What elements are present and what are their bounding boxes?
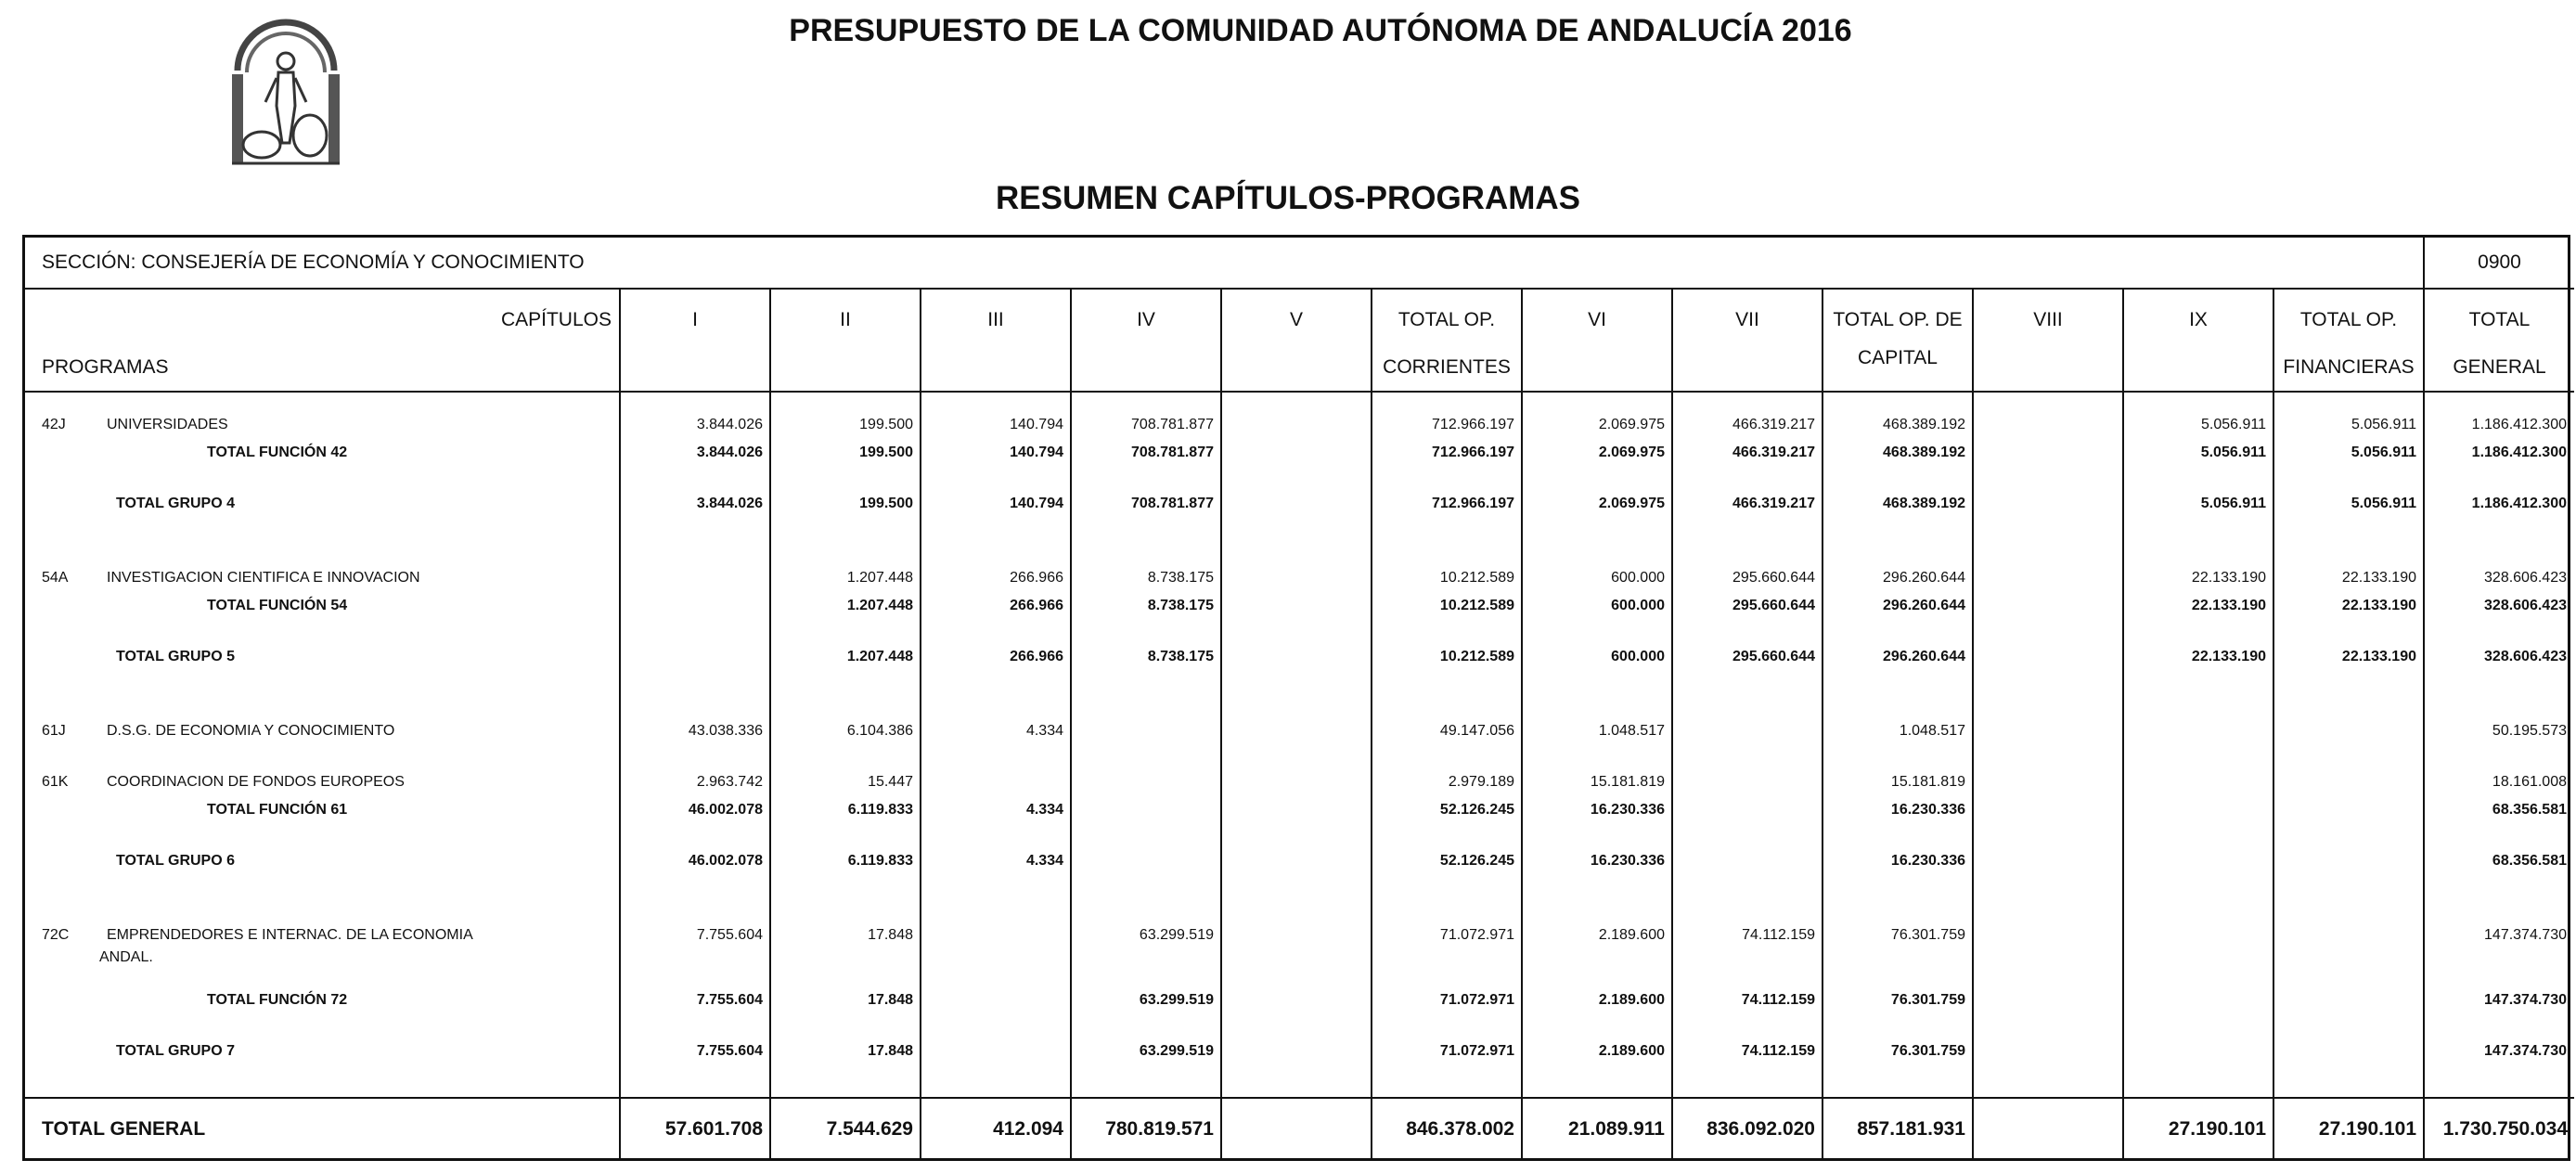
- row-label: TOTAL FUNCIÓN 72: [207, 992, 348, 1008]
- value-cell: 4.334: [1025, 802, 1063, 818]
- value-cell: 2.189.600: [1598, 927, 1665, 943]
- value-cell: 46.002.078: [688, 853, 763, 869]
- header-col-i: I: [620, 289, 770, 392]
- column-header-row: [25, 289, 2574, 392]
- budget-table: [22, 235, 2570, 1161]
- value-cell: 295.660.644: [1732, 649, 1815, 664]
- value-cell: 71.072.971: [1439, 1043, 1514, 1059]
- value-cell: 3.844.026: [696, 496, 763, 511]
- value-cell: 5.056.911: [2351, 496, 2416, 511]
- program-row: [25, 417, 2568, 443]
- header-col-iii: III: [921, 289, 1071, 392]
- value-cell: 68.356.581: [2492, 853, 2567, 869]
- value-cell: 266.966: [1010, 570, 1063, 586]
- value-cell: 16.230.336: [1590, 802, 1665, 818]
- value-cell: 1.186.412.300: [2471, 496, 2567, 511]
- row-label: TOTAL GRUPO 7: [116, 1043, 236, 1059]
- value-cell: 147.374.730: [2484, 1043, 2567, 1059]
- value-cell: 17.848: [868, 1043, 913, 1059]
- header-programas: PROGRAMAS: [42, 356, 169, 378]
- total-cell: 1.730.750.034: [2424, 1098, 2574, 1160]
- value-cell: 5.056.911: [2201, 417, 2266, 432]
- value-cell: 7.755.604: [696, 927, 763, 943]
- value-cell: 74.112.159: [1742, 927, 1815, 943]
- row-label: EMPRENDEDORES E INTERNAC. DE LA ECONOMIA: [107, 927, 473, 943]
- value-cell: 468.389.192: [1883, 445, 1965, 460]
- value-cell: 74.112.159: [1741, 992, 1815, 1008]
- value-cell: 199.500: [859, 417, 913, 432]
- value-cell: 22.133.190: [2191, 570, 2266, 586]
- value-cell: 22.133.190: [2191, 649, 2266, 664]
- group-total-row: [25, 496, 2568, 522]
- value-cell: 63.299.519: [1139, 927, 1214, 943]
- row-label: TOTAL GRUPO 5: [116, 649, 236, 664]
- value-cell: 22.133.190: [2191, 598, 2266, 613]
- value-cell: 266.966: [1010, 649, 1063, 664]
- program-code: 61K: [42, 774, 69, 790]
- header-col-ix: IX: [2123, 289, 2273, 392]
- value-cell: 5.056.911: [2351, 417, 2416, 432]
- group-total-row: [25, 1043, 2568, 1069]
- value-cell: 5.056.911: [2200, 445, 2266, 460]
- value-cell: 328.606.423: [2484, 598, 2567, 613]
- value-cell: 71.072.971: [1439, 992, 1514, 1008]
- header-col-vii: VII: [1672, 289, 1823, 392]
- value-cell: 18.161.008: [2492, 774, 2567, 790]
- value-cell: 15.447: [868, 774, 913, 790]
- value-cell: 17.848: [868, 927, 913, 943]
- value-cell: 1.207.448: [846, 598, 913, 613]
- value-cell: 2.189.600: [1598, 992, 1665, 1008]
- value-cell: 5.056.911: [2351, 445, 2416, 460]
- value-cell: 266.966: [1010, 598, 1063, 613]
- program-row: [25, 723, 2568, 749]
- value-cell: 8.738.175: [1147, 570, 1214, 586]
- value-cell: 140.794: [1010, 417, 1063, 432]
- value-cell: 71.072.971: [1439, 927, 1514, 943]
- value-cell: 17.848: [868, 992, 913, 1008]
- total-cell: 836.092.020: [1672, 1098, 1823, 1160]
- value-cell: 76.301.759: [1890, 927, 1965, 943]
- value-cell: 6.119.833: [847, 853, 913, 869]
- group-total-row: [25, 649, 2568, 675]
- value-cell: 43.038.336: [688, 723, 763, 739]
- header-programas-capitulos: [25, 289, 620, 392]
- group-total-row: [25, 853, 2568, 879]
- value-cell: 3.844.026: [696, 417, 763, 432]
- program-code: 54A: [42, 570, 69, 586]
- program-row: [25, 927, 2568, 965]
- value-cell: 328.606.423: [2484, 570, 2567, 586]
- value-cell: 466.319.217: [1732, 417, 1815, 432]
- value-cell: 7.755.604: [696, 1043, 763, 1059]
- value-cell: 295.660.644: [1732, 598, 1815, 613]
- row-label: TOTAL FUNCIÓN 61: [207, 802, 348, 818]
- total-cell: 21.089.911: [1522, 1098, 1672, 1160]
- total-cell: 27.190.101: [2273, 1098, 2424, 1160]
- value-cell: 295.660.644: [1732, 570, 1815, 586]
- value-cell: 600.000: [1611, 649, 1665, 664]
- value-cell: 328.606.423: [2484, 649, 2567, 664]
- value-cell: 468.389.192: [1883, 417, 1965, 432]
- value-cell: 600.000: [1611, 570, 1665, 586]
- row-label-continued: ANDAL.: [99, 949, 153, 965]
- row-label: COORDINACION DE FONDOS EUROPEOS: [107, 774, 405, 790]
- total-cell: 857.181.931: [1823, 1098, 1973, 1160]
- value-cell: 600.000: [1611, 598, 1665, 613]
- total-cell: 7.544.629: [770, 1098, 921, 1160]
- value-cell: 147.374.730: [2484, 992, 2567, 1008]
- header-col-viii: VIII: [1973, 289, 2123, 392]
- value-cell: 63.299.519: [1139, 992, 1214, 1008]
- function-total-row: [25, 992, 2568, 1018]
- value-cell: 8.738.175: [1147, 649, 1214, 664]
- section-label: SECCIÓN: CONSEJERÍA DE ECONOMÍA Y CONOCIMIENTO: [25, 238, 2424, 289]
- function-total-row: [25, 598, 2568, 624]
- value-cell: 708.781.877: [1131, 445, 1214, 460]
- header-capitulos: CAPÍTULOS: [500, 309, 612, 330]
- value-cell: 712.966.197: [1432, 417, 1514, 432]
- value-cell: 3.844.026: [696, 445, 763, 460]
- header-total-op-financieras: TOTAL OP. FINANCIERAS: [2273, 289, 2424, 392]
- value-cell: 199.500: [859, 445, 913, 460]
- program-row: [25, 774, 2568, 800]
- value-cell: 6.119.833: [847, 802, 913, 818]
- value-cell: 466.319.217: [1732, 496, 1815, 511]
- value-cell: 16.230.336: [1890, 853, 1965, 869]
- header-total-op-corrientes: TOTAL OP. CORRIENTES: [1372, 289, 1522, 392]
- value-cell: 16.230.336: [1890, 802, 1965, 818]
- total-cell: 412.094: [921, 1098, 1071, 1160]
- program-code: 42J: [42, 417, 66, 432]
- value-cell: 10.212.589: [1439, 649, 1514, 664]
- section-row: [25, 238, 2574, 289]
- value-cell: 466.319.217: [1732, 445, 1815, 460]
- function-total-row: [25, 445, 2568, 470]
- section-code: 0900: [2424, 238, 2574, 289]
- value-cell: 76.301.759: [1890, 1043, 1965, 1059]
- value-cell: 4.334: [1025, 853, 1063, 869]
- value-cell: 16.230.336: [1590, 853, 1665, 869]
- value-cell: 49.147.056: [1439, 723, 1514, 739]
- value-cell: 63.299.519: [1139, 1043, 1214, 1059]
- value-cell: 140.794: [1010, 496, 1063, 511]
- total-cell: 27.190.101: [2123, 1098, 2273, 1160]
- row-label: TOTAL GRUPO 4: [116, 496, 236, 511]
- value-cell: 468.389.192: [1883, 496, 1965, 511]
- value-cell: 15.181.819: [1890, 774, 1965, 790]
- total-general-label: TOTAL GENERAL: [25, 1098, 620, 1160]
- value-cell: 1.186.412.300: [2471, 445, 2567, 460]
- value-cell: 5.056.911: [2200, 496, 2266, 511]
- row-label: INVESTIGACION CIENTIFICA E INNOVACION: [107, 570, 420, 586]
- value-cell: 712.966.197: [1432, 445, 1514, 460]
- value-cell: 52.126.245: [1439, 802, 1514, 818]
- value-cell: 15.181.819: [1590, 774, 1665, 790]
- value-cell: 22.133.190: [2341, 649, 2416, 664]
- value-cell: 2.069.975: [1598, 496, 1665, 511]
- total-cell: 780.819.571: [1071, 1098, 1221, 1160]
- value-cell: 50.195.573: [2492, 723, 2567, 739]
- row-label: TOTAL FUNCIÓN 54: [207, 598, 348, 613]
- value-cell: 8.738.175: [1147, 598, 1214, 613]
- total-general-row: [25, 1098, 2574, 1160]
- value-cell: 76.301.759: [1890, 992, 1965, 1008]
- header-col-vi: VI: [1522, 289, 1672, 392]
- value-cell: 147.374.730: [2484, 927, 2567, 943]
- value-cell: 296.260.644: [1883, 598, 1965, 613]
- value-cell: 2.069.975: [1598, 417, 1665, 432]
- value-cell: 296.260.644: [1883, 649, 1965, 664]
- header-total-general: TOTAL GENERAL: [2424, 289, 2574, 392]
- value-cell: 74.112.159: [1741, 1043, 1815, 1059]
- total-cell: [1221, 1098, 1372, 1160]
- value-cell: 708.781.877: [1131, 417, 1214, 432]
- value-cell: 199.500: [859, 496, 913, 511]
- function-total-row: [25, 802, 2568, 828]
- value-cell: 52.126.245: [1439, 853, 1514, 869]
- value-cell: 68.356.581: [2492, 802, 2567, 818]
- header-col-ii: II: [770, 289, 921, 392]
- value-cell: 140.794: [1010, 445, 1063, 460]
- value-cell: 22.133.190: [2341, 598, 2416, 613]
- value-cell: 296.260.644: [1883, 570, 1965, 586]
- value-cell: 1.048.517: [1899, 723, 1965, 739]
- row-label: D.S.G. DE ECONOMIA Y CONOCIMIENTO: [107, 723, 395, 739]
- value-cell: 1.207.448: [846, 570, 913, 586]
- value-cell: 7.755.604: [696, 992, 763, 1008]
- value-cell: 1.207.448: [846, 649, 913, 664]
- value-cell: 2.189.600: [1598, 1043, 1665, 1059]
- header-col-iv: IV: [1071, 289, 1221, 392]
- value-cell: 712.966.197: [1432, 496, 1514, 511]
- value-cell: 1.186.412.300: [2471, 417, 2567, 432]
- value-cell: 46.002.078: [688, 802, 763, 818]
- value-cell: 2.979.189: [1448, 774, 1514, 790]
- value-cell: 6.104.386: [846, 723, 913, 739]
- row-label: UNIVERSIDADES: [107, 417, 228, 432]
- value-cell: 4.334: [1025, 723, 1063, 739]
- total-cell: [1973, 1098, 2123, 1160]
- program-code: 61J: [42, 723, 66, 739]
- page-title: PRESUPUESTO DE LA COMUNIDAD AUTÓNOMA DE ANDALUCÍA 2016: [789, 13, 1852, 48]
- total-cell: 57.601.708: [620, 1098, 770, 1160]
- row-label: TOTAL FUNCIÓN 42: [207, 445, 348, 460]
- program-row: [25, 570, 2568, 596]
- value-cell: 10.212.589: [1439, 570, 1514, 586]
- row-label: TOTAL GRUPO 6: [116, 853, 236, 869]
- program-code: 72C: [42, 927, 70, 943]
- value-cell: 2.069.975: [1598, 445, 1665, 460]
- value-cell: 2.963.742: [696, 774, 763, 790]
- total-cell: 846.378.002: [1372, 1098, 1522, 1160]
- value-cell: 22.133.190: [2341, 570, 2416, 586]
- page-subtitle: RESUMEN CAPÍTULOS-PROGRAMAS: [995, 180, 1581, 216]
- header-col-v: V: [1221, 289, 1372, 392]
- value-cell: 708.781.877: [1131, 496, 1214, 511]
- value-cell: 10.212.589: [1439, 598, 1514, 613]
- value-cell: 1.048.517: [1598, 723, 1665, 739]
- header-total-op-capital: TOTAL OP. DE CAPITAL: [1823, 289, 1973, 392]
